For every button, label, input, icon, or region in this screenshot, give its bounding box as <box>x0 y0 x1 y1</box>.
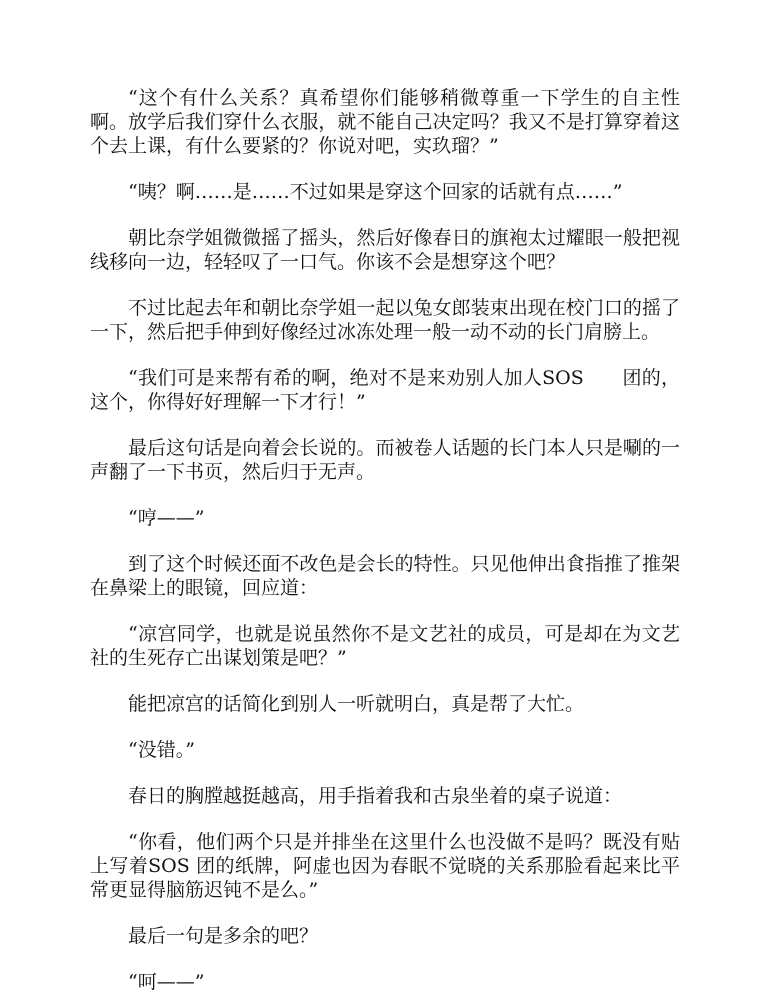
paragraph: 能把凉宫的话简化到别人一听就明白，真是帮了大忙。 <box>128 693 585 715</box>
paragraph: 最后一句是多余的吧？ <box>128 925 319 947</box>
paragraph: “呵——” <box>128 971 205 993</box>
paragraph: “这个有什么关系？真希望你们能够稍微尊重一下学生的自主性啊。放学后我们穿什么衣服，就不能自己决定吗？我又不是打算穿着这个去上课，有什么要紧的？你说对吧，实玖瑠？” <box>90 87 680 157</box>
paragraph: “哼——” <box>128 507 205 529</box>
paragraph: 最后这句话是向着会长说的。而被卷人话题的长门本人只是唰的一声翻了一下书页，然后归于无声。 <box>90 437 680 483</box>
body-text <box>90 86 680 994</box>
paragraph: 春日的胸膛越挺越高，用手指着我和古泉坐着的桌子说道： <box>128 785 623 807</box>
paragraph: “我们可是来帮有希的啊，绝对不是来劝别人加人SOS 团的，这个，你得好好理解一下才行！” <box>90 367 680 413</box>
paragraph: “凉宫同学，也就是说虽然你不是文艺社的成员，可是却在为文艺社的生死存亡出谋划策是吧？” <box>90 623 680 669</box>
paragraph: 不过比起去年和朝比奈学姐一起以兔女郎装束出现在校门口的摇了一下，然后把手伸到好像经过冰冻处理一般一动不动的长门肩膀上。 <box>90 297 680 343</box>
paragraph: “你看，他们两个只是并排坐在这里什么也没做不是吗？既没有贴上写着SOS 团的纸牌，阿虚也因为春眠不觉晓的关系那脸看起来比平常更显得脑筋迟钝不是么。” <box>90 831 680 901</box>
paragraph: 到了这个时候还面不改色是会长的特性。只见他伸出食指推了推架在鼻梁上的眼镜，回应道： <box>90 553 680 599</box>
paragraph: “咦？啊……是……不过如果是穿这个回家的话就有点……” <box>128 181 623 203</box>
paragraph: “没错。” <box>128 739 195 761</box>
paragraph: 朝比奈学姐微微摇了摇头，然后好像春日的旗袍太过耀眼一般把视线移向一边，轻轻叹了一口气。你该不会是想穿这个吧？ <box>90 227 680 273</box>
